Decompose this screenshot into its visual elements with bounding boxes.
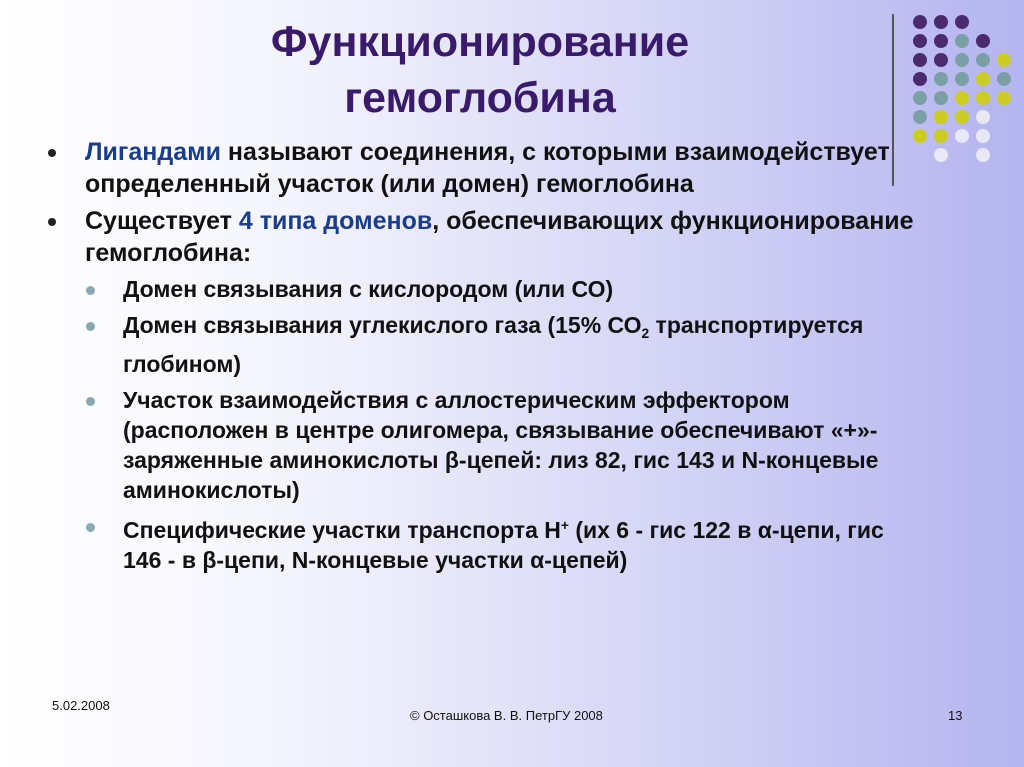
sub-bullet-dot-icon [86,286,95,295]
footer-copyright: © Осташкова В. В. ПетрГУ 2008 [410,708,603,723]
footer-date: 5.02.2008 [52,698,110,713]
decor-dot [976,34,990,48]
slide-title: Функционирование гемоглобина [270,18,690,122]
decor-dot [955,91,969,105]
domain-list [48,274,928,575]
sub-bullet-dot-icon [86,397,95,406]
allosteric-site-text: Участок взаимодействия с аллостерическим эффектором (расположен в центре олигомера, связывание обеспечивают «+»-заряженные аминокислоты β-цепей: лиз 82, гис 143 и N-концевые аминокислоты) [123,387,879,503]
decor-dot [955,129,969,143]
decor-dot [913,34,927,48]
sub-bullet-dot-icon [86,523,95,532]
decor-dot [976,91,990,105]
list-item [48,511,928,575]
decor-dot [913,72,927,86]
decor-dot [997,53,1011,67]
decor-dot [934,15,948,29]
proton-sites-text: Специфические участки транспорта Н [123,517,561,543]
decor-dot [955,110,969,124]
decor-dot [955,34,969,48]
list-item [48,385,928,505]
decor-dot [934,34,948,48]
decor-dot [976,148,990,162]
decor-dot [997,72,1011,86]
decor-dot [913,15,927,29]
decor-dot [976,129,990,143]
decor-dot [934,148,948,162]
decor-dot [913,110,927,124]
decor-dot [997,91,1011,105]
proton-sites-text-after: (их 6 - гис 122 в α-цепи, гис 146 - в β-цепи, N-концевые участки α-цепей) [123,517,884,573]
list-item [48,274,928,304]
domain-co2-text: Домен связывания углекислого газа (15% СО [123,312,642,338]
decor-dot [934,110,948,124]
domain-types-highlight: 4 типа доменов [238,207,433,235]
domain-types-before: Существует [85,207,239,235]
decor-dot [913,53,927,67]
decor-dot [955,72,969,86]
bullet-dot-icon [48,218,56,226]
decor-dot [976,53,990,67]
bullet-domain-types [48,205,928,269]
domain-co2-text-after: транспортируется глобином) [123,312,864,377]
decor-dot [976,72,990,86]
decor-dot [913,91,927,105]
decor-dot [976,110,990,124]
co2-subscript: 2 [641,326,650,341]
decor-dot [955,53,969,67]
proton-superscript: + [560,518,569,533]
ligands-definition: называют соединения, с которыми взаимодействует определенный участок (или домен) гемоглобина [85,138,890,198]
slide-body [48,136,928,581]
decor-dot [955,15,969,29]
decor-dot [934,129,948,143]
sub-bullet-dot-icon [86,322,95,331]
decor-dot [934,53,948,67]
domain-oxygen-text: Домен связывания с кислородом (или СО) [123,276,614,302]
bullet-dot-icon [48,149,56,157]
domain-types-after: , обеспечивающих функционирование гемоглобина: [85,207,914,267]
ligands-term: Лигандами [85,138,221,166]
decor-dot [934,72,948,86]
decor-dot [934,91,948,105]
bullet-ligands [48,136,928,200]
slide-number: 13 [948,708,963,723]
decorative-dot-grid [913,15,1013,165]
list-item [48,310,928,379]
